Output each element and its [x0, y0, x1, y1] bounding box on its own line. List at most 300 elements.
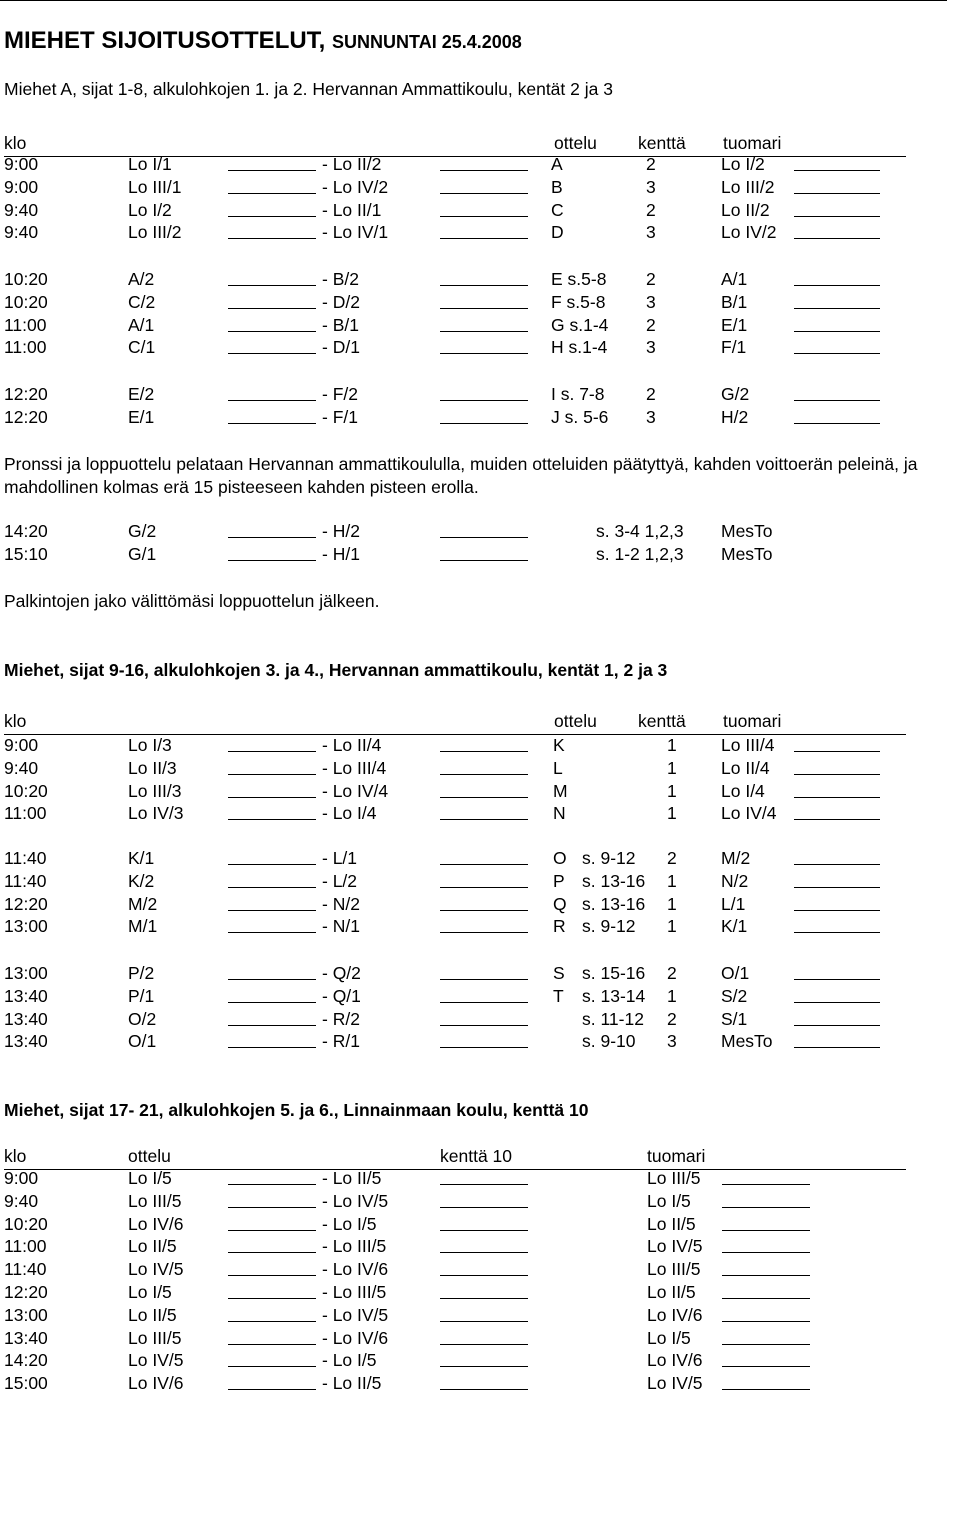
away-team-cell: - R/2 [322, 1008, 360, 1029]
referee-cell: S/2 [721, 985, 748, 1006]
field-cell: 3 [646, 337, 656, 358]
away-score-blank [440, 170, 528, 171]
time-cell: 11:00 [4, 803, 47, 824]
home-score-blank [228, 423, 316, 424]
referee-cell: M/2 [721, 848, 751, 868]
referee-blank [794, 797, 880, 798]
away-score-blank [440, 1025, 528, 1026]
placement-cell: s. 9-10 [582, 1031, 636, 1052]
home-team-cell: G/1 [128, 543, 157, 564]
match-code-cell: Q [553, 893, 567, 914]
home-score-blank [228, 238, 316, 239]
time-cell: 9:40 [4, 1190, 39, 1211]
field-cell: 1 [667, 870, 677, 891]
home-score-blank [228, 560, 316, 561]
away-score-blank [440, 751, 528, 752]
referee-cell: Lo II/4 [721, 757, 770, 778]
time-cell: 9:00 [4, 1168, 39, 1188]
away-team-cell: - N/1 [322, 916, 360, 937]
away-team-cell: - Lo II/1 [322, 199, 382, 220]
away-team-cell: - Lo IV/6 [322, 1259, 389, 1280]
field-cell: 2 [646, 314, 656, 335]
time-cell: 13:40 [4, 985, 48, 1006]
referee-cell: MesTo [721, 543, 773, 564]
referee-blank [722, 1230, 810, 1231]
col-ottelu: ottelu [554, 711, 597, 731]
home-score-blank [228, 819, 316, 820]
home-team-cell: M/1 [128, 916, 158, 937]
section2-heading: Miehet, sijat 9-16, alkulohkojen 3. ja 4., Hervannan ammattikoulu, kentät 1, 2 ja 3 [4, 660, 668, 680]
referee-blank [794, 216, 880, 217]
away-team-cell: - Q/1 [322, 985, 361, 1006]
field-cell: 1 [667, 757, 677, 778]
referee-cell: E/1 [721, 314, 748, 335]
home-team-cell: Lo III/1 [128, 176, 182, 197]
match-code-cell: T [553, 985, 564, 1006]
referee-cell: K/1 [721, 916, 748, 937]
referee-cell: Lo III/5 [647, 1168, 701, 1188]
home-team-cell: Lo I/5 [128, 1168, 172, 1188]
home-score-blank [228, 308, 316, 309]
home-score-blank [228, 1025, 316, 1026]
col-tuomari: tuomari [723, 133, 782, 153]
field-cell: 2 [646, 199, 656, 220]
referee-blank [722, 1298, 810, 1299]
referee-blank [722, 1344, 810, 1345]
referee-cell: F/1 [721, 337, 747, 358]
away-team-cell: - F/1 [322, 406, 358, 427]
away-team-cell: - Lo II/2 [322, 154, 382, 174]
away-score-blank [440, 864, 528, 865]
time-cell: 12:20 [4, 1281, 48, 1302]
away-score-blank [440, 560, 528, 561]
away-score-blank [440, 1344, 528, 1345]
time-cell: 10:20 [4, 269, 48, 289]
title-main: MIEHET SIJOITUSOTTELUT, [4, 27, 326, 54]
home-score-blank [228, 910, 316, 911]
placement-cell: s. 13-14 [582, 985, 646, 1006]
home-team-cell: Lo IV/5 [128, 1259, 184, 1280]
home-team-cell: E/2 [128, 384, 155, 404]
home-score-blank [228, 1207, 316, 1208]
away-team-cell: - D/2 [322, 291, 360, 312]
field-cell: 3 [646, 406, 656, 427]
away-score-blank [440, 331, 528, 332]
match-code-cell: P [553, 870, 565, 891]
away-score-blank [440, 216, 528, 217]
away-score-blank [440, 423, 528, 424]
match-code-cell: C [551, 199, 564, 220]
time-cell: 11:00 [4, 337, 47, 358]
time-cell: 11:40 [4, 870, 47, 891]
home-score-blank [228, 1184, 316, 1185]
home-team-cell: G/2 [128, 521, 157, 541]
away-score-blank [440, 193, 528, 194]
away-score-blank [440, 1047, 528, 1048]
time-cell: 11:40 [4, 848, 47, 868]
away-score-blank [440, 1230, 528, 1231]
home-score-blank [228, 1230, 316, 1231]
away-score-blank [440, 1002, 528, 1003]
home-score-blank [228, 1389, 316, 1390]
time-cell: 13:40 [4, 1031, 48, 1052]
home-score-blank [228, 353, 316, 354]
time-cell: 12:20 [4, 893, 48, 914]
away-score-blank [440, 887, 528, 888]
away-score-blank [440, 1184, 528, 1185]
home-team-cell: Lo III/3 [128, 780, 182, 801]
home-score-blank [228, 1298, 316, 1299]
field-cell: 2 [646, 384, 656, 404]
away-team-cell: - Lo II/4 [322, 735, 382, 755]
field-cell: 1 [667, 803, 677, 824]
referee-blank [722, 1252, 810, 1253]
placement-cell: s. 9-12 [582, 916, 636, 937]
time-cell: 9:40 [4, 199, 39, 220]
col-klo: klo [4, 133, 27, 153]
away-team-cell: - Lo I/4 [322, 803, 377, 824]
referee-blank [722, 1207, 810, 1208]
referee-blank [794, 170, 880, 171]
home-team-cell: Lo III/2 [128, 222, 182, 243]
col-ottelu: ottelu [554, 133, 597, 153]
away-team-cell: - B/1 [322, 314, 359, 335]
away-team-cell: - Lo IV/1 [322, 222, 389, 243]
field-cell: 1 [667, 893, 677, 914]
field-cell: 1 [667, 985, 677, 1006]
referee-blank [794, 751, 880, 752]
away-team-cell: - Lo III/4 [322, 757, 387, 778]
home-score-blank [228, 932, 316, 933]
away-team-cell: - D/1 [322, 337, 360, 358]
field-cell: 2 [646, 269, 656, 289]
home-score-blank [228, 774, 316, 775]
away-team-cell: - Lo I/5 [322, 1350, 377, 1371]
home-team-cell: P/1 [128, 985, 155, 1006]
field-cell: 1 [667, 916, 677, 937]
time-cell: 12:20 [4, 384, 48, 404]
referee-blank [794, 887, 880, 888]
time-cell: 10:20 [4, 1213, 48, 1234]
home-team-cell: P/2 [128, 963, 155, 983]
away-team-cell: - Lo II/5 [322, 1373, 382, 1394]
away-score-blank [440, 1207, 528, 1208]
placement-cell: s. 15-16 [582, 963, 646, 983]
placement-cell: s. 9-12 [582, 848, 636, 868]
referee-blank [794, 308, 880, 309]
section3-heading: Miehet, sijat 17- 21, alkulohkojen 5. ja 6., Linnainmaan koulu, kenttä 10 [4, 1100, 589, 1120]
home-team-cell: O/2 [128, 1008, 157, 1029]
referee-cell: Lo IV/5 [647, 1373, 703, 1394]
away-team-cell: - L/1 [322, 848, 358, 868]
referee-blank [794, 423, 880, 424]
away-score-blank [440, 797, 528, 798]
placement-cell: s. 1-2 1,2,3 [596, 543, 684, 564]
referee-cell: Lo II/5 [647, 1281, 696, 1302]
away-score-blank [440, 353, 528, 354]
home-team-cell: Lo I/3 [128, 735, 172, 755]
home-score-blank [228, 864, 316, 865]
match-code-cell: A [551, 154, 563, 174]
home-team-cell: K/1 [128, 848, 155, 868]
field-cell: 3 [667, 1031, 677, 1052]
match-code-cell: B [551, 176, 563, 197]
home-score-blank [228, 797, 316, 798]
time-cell: 13:00 [4, 916, 48, 937]
away-score-blank [440, 1252, 528, 1253]
match-code-cell: H s.1-4 [551, 337, 608, 358]
away-team-cell: - Lo IV/5 [322, 1304, 389, 1325]
page-title [4, 26, 522, 57]
match-code-cell: O [553, 848, 567, 868]
referee-cell: Lo III/5 [647, 1259, 701, 1280]
col-tuomari: tuomari [647, 1146, 706, 1166]
field-cell: 2 [667, 963, 677, 983]
referee-cell: N/2 [721, 870, 749, 891]
time-cell: 14:20 [4, 521, 48, 541]
referee-cell: L/1 [721, 893, 746, 914]
referee-cell: Lo II/5 [647, 1213, 696, 1234]
field-cell: 1 [667, 780, 677, 801]
referee-blank [794, 193, 880, 194]
home-team-cell: Lo II/3 [128, 757, 177, 778]
away-team-cell: - R/1 [322, 1031, 360, 1052]
time-cell: 14:20 [4, 1350, 48, 1371]
home-score-blank [228, 1321, 316, 1322]
away-score-blank [440, 238, 528, 239]
time-cell: 15:10 [4, 543, 48, 564]
col-kentta: kenttä [638, 711, 686, 731]
time-cell: 13:00 [4, 1304, 48, 1325]
referee-blank [794, 1025, 880, 1026]
away-team-cell: - Lo I/5 [322, 1213, 377, 1234]
away-score-blank [440, 979, 528, 980]
home-score-blank [228, 170, 316, 171]
referee-cell: Lo I/4 [721, 780, 765, 801]
away-team-cell: - Lo III/5 [322, 1236, 387, 1257]
referee-cell: H/2 [721, 406, 749, 427]
col-kentta: kenttä [638, 133, 686, 153]
away-team-cell: - Lo IV/6 [322, 1327, 389, 1348]
referee-blank [794, 400, 880, 401]
time-cell: 9:00 [4, 176, 39, 197]
away-team-cell: - H/1 [322, 543, 360, 564]
referee-blank [722, 1389, 810, 1390]
referee-cell: Lo IV/4 [721, 803, 777, 824]
away-team-cell: - H/2 [322, 521, 360, 541]
time-cell: 9:40 [4, 222, 39, 243]
home-score-blank [228, 193, 316, 194]
referee-cell: G/2 [721, 384, 750, 404]
home-score-blank [228, 979, 316, 980]
col-kentta: kenttä 10 [440, 1146, 512, 1166]
home-team-cell: O/1 [128, 1031, 157, 1052]
referee-blank [794, 864, 880, 865]
away-team-cell: - B/2 [322, 269, 359, 289]
home-team-cell: C/1 [128, 337, 156, 358]
home-team-cell: Lo III/5 [128, 1327, 182, 1348]
match-code-cell: R [553, 916, 566, 937]
match-code-cell: N [553, 803, 566, 824]
match-code-cell: I s. 7-8 [551, 384, 605, 404]
field-cell: 2 [646, 154, 656, 174]
referee-blank [794, 979, 880, 980]
section1-note: Pronssi ja loppuottelu pelataan Hervannan ammattikoululla, muiden otteluiden päätyttyä, kahden voittoerän peleinä, ja mahdollinen kolmas erä 15 pisteeseen kahden pisteen erolla. [4, 454, 918, 497]
referee-blank [722, 1275, 810, 1276]
away-score-blank [440, 932, 528, 933]
placement-cell: s. 13-16 [582, 893, 646, 914]
home-score-blank [228, 331, 316, 332]
referee-blank [794, 1047, 880, 1048]
home-team-cell: Lo IV/6 [128, 1213, 184, 1234]
title-date: SUNNUNTAI 25.4.2008 [332, 32, 522, 52]
away-score-blank [440, 1275, 528, 1276]
referee-cell: Lo IV/5 [647, 1236, 703, 1257]
away-team-cell: - F/2 [322, 384, 358, 404]
home-score-blank [228, 751, 316, 752]
placement-cell: s. 11-12 [582, 1008, 644, 1029]
time-cell: 11:00 [4, 1236, 47, 1257]
match-code-cell: F s.5-8 [551, 291, 606, 312]
time-cell: 12:20 [4, 406, 48, 427]
away-score-blank [440, 1366, 528, 1367]
home-team-cell: Lo II/5 [128, 1236, 177, 1257]
home-team-cell: Lo I/1 [128, 154, 172, 174]
home-score-blank [228, 1344, 316, 1345]
away-team-cell: - Lo IV/5 [322, 1190, 389, 1211]
referee-cell: Lo IV/2 [721, 222, 777, 243]
match-code-cell: L [553, 757, 563, 778]
time-cell: 9:40 [4, 757, 39, 778]
home-team-cell: Lo IV/5 [128, 1350, 184, 1371]
time-cell: 9:00 [4, 154, 39, 174]
referee-blank [794, 285, 880, 286]
time-cell: 9:00 [4, 735, 39, 755]
away-team-cell: - L/2 [322, 870, 358, 891]
referee-cell: Lo III/4 [721, 735, 775, 755]
col-klo: klo [4, 711, 27, 731]
away-score-blank [440, 537, 528, 538]
home-team-cell: K/2 [128, 870, 155, 891]
time-cell: 10:20 [4, 780, 48, 801]
away-team-cell: - Lo II/5 [322, 1168, 382, 1188]
top-rule [0, 0, 947, 1]
field-cell: 2 [667, 848, 677, 868]
away-team-cell: - Lo III/5 [322, 1281, 387, 1302]
referee-cell: A/1 [721, 269, 748, 289]
home-team-cell: Lo II/5 [128, 1304, 177, 1325]
referee-blank [794, 353, 880, 354]
referee-cell: MesTo [721, 521, 773, 541]
away-team-cell: - N/2 [322, 893, 360, 914]
home-team-cell: Lo IV/6 [128, 1373, 184, 1394]
time-cell: 11:40 [4, 1259, 47, 1280]
referee-cell: S/1 [721, 1008, 748, 1029]
field-cell: 3 [646, 222, 656, 243]
away-score-blank [440, 774, 528, 775]
referee-cell: Lo I/5 [647, 1327, 691, 1348]
away-score-blank [440, 1321, 528, 1322]
referee-cell: MesTo [721, 1031, 773, 1052]
away-score-blank [440, 1389, 528, 1390]
time-cell: 15:00 [4, 1373, 48, 1394]
field-cell: 3 [646, 291, 656, 312]
home-score-blank [228, 887, 316, 888]
referee-blank [794, 910, 880, 911]
referee-blank [794, 774, 880, 775]
home-score-blank [228, 285, 316, 286]
time-cell: 13:40 [4, 1008, 48, 1029]
away-score-blank [440, 308, 528, 309]
away-team-cell: - Lo IV/2 [322, 176, 389, 197]
referee-cell: B/1 [721, 291, 748, 312]
referee-cell: Lo I/2 [721, 154, 765, 174]
col-klo: klo [4, 1146, 27, 1166]
home-team-cell: A/1 [128, 314, 155, 335]
home-score-blank [228, 216, 316, 217]
placement-cell: s. 13-16 [582, 870, 646, 891]
referee-cell: Lo IV/6 [647, 1350, 703, 1371]
referee-blank [794, 819, 880, 820]
referee-blank [722, 1321, 810, 1322]
home-score-blank [228, 1002, 316, 1003]
referee-cell: Lo IV/6 [647, 1304, 703, 1325]
match-code-cell: J s. 5-6 [551, 406, 609, 427]
home-score-blank [228, 1047, 316, 1048]
match-code-cell: S [553, 963, 565, 983]
referee-blank [722, 1184, 810, 1185]
away-score-blank [440, 910, 528, 911]
match-code-cell: M [553, 780, 568, 801]
home-score-blank [228, 1252, 316, 1253]
match-code-cell: E s.5-8 [551, 269, 607, 289]
home-score-blank [228, 1366, 316, 1367]
time-cell: 11:00 [4, 314, 47, 335]
col-tuomari: tuomari [723, 711, 782, 731]
away-score-blank [440, 1298, 528, 1299]
referee-blank [794, 932, 880, 933]
home-score-blank [228, 1275, 316, 1276]
field-cell: 2 [667, 1008, 677, 1029]
match-code-cell: G s.1-4 [551, 314, 609, 335]
award-note: Palkintojen jako välittömäsi loppuottelun jälkeen. [4, 591, 380, 611]
referee-cell: Lo I/5 [647, 1190, 691, 1211]
col-ottelu: ottelu [128, 1146, 171, 1166]
referee-blank [722, 1366, 810, 1367]
field-cell: 1 [667, 735, 677, 755]
time-cell: 10:20 [4, 291, 48, 312]
referee-cell: O/1 [721, 963, 750, 983]
time-cell: 13:00 [4, 963, 48, 983]
referee-blank [794, 238, 880, 239]
away-team-cell: - Lo IV/4 [322, 780, 389, 801]
match-code-cell: D [551, 222, 564, 243]
referee-blank [794, 1002, 880, 1003]
home-team-cell: Lo IV/3 [128, 803, 184, 824]
field-cell: 3 [646, 176, 656, 197]
home-team-cell: E/1 [128, 406, 155, 427]
home-team-cell: Lo I/2 [128, 199, 172, 220]
home-team-cell: M/2 [128, 893, 158, 914]
home-score-blank [228, 400, 316, 401]
referee-cell: Lo II/2 [721, 199, 770, 220]
section1-heading: Miehet A, sijat 1-8, alkulohkojen 1. ja 2. Hervannan Ammattikoulu, kentät 2 ja 3 [4, 79, 613, 99]
away-score-blank [440, 819, 528, 820]
home-team-cell: Lo I/5 [128, 1281, 172, 1302]
away-score-blank [440, 400, 528, 401]
referee-blank [794, 331, 880, 332]
section2-column-header [4, 710, 906, 735]
